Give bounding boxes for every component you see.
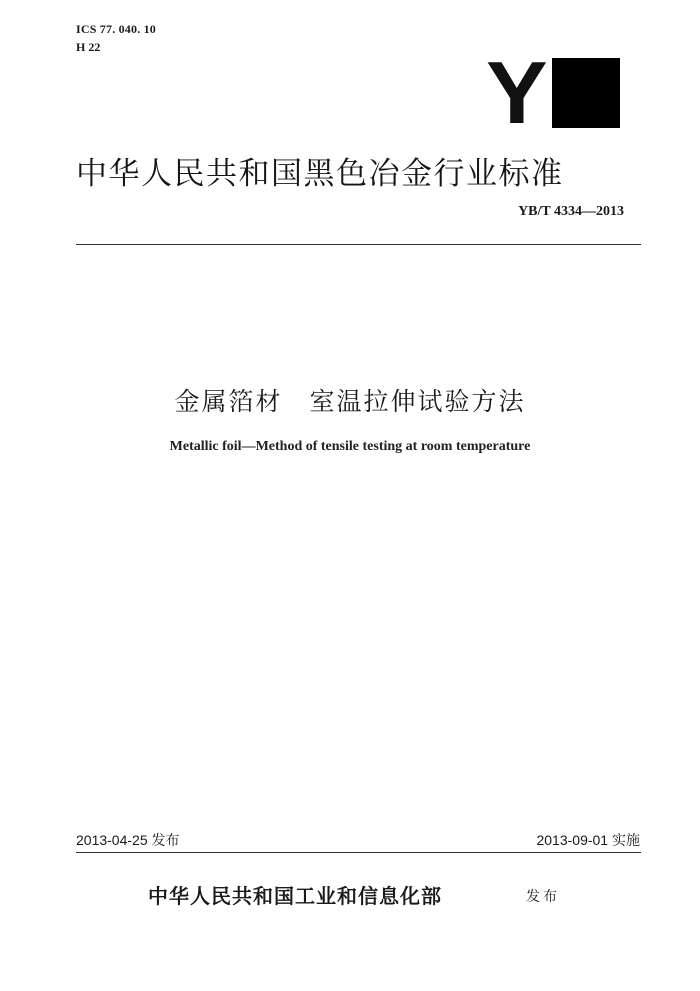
standard-number: YB/T 4334—2013 — [518, 204, 624, 219]
footer-divider — [76, 852, 641, 853]
header-divider — [76, 244, 641, 245]
standard-logo — [486, 43, 620, 142]
document-title-chinese: 金属箔材 室温拉伸试验方法 — [174, 387, 526, 416]
industry-standard-title: 中华人民共和国黑色冶金行业标准 — [76, 156, 564, 192]
issuing-action: 发布 — [526, 889, 560, 905]
issue-date: 2013-04-25 发布 — [76, 832, 180, 848]
logo-redacted-block — [552, 58, 620, 128]
issuing-authority: 中华人民共和国工业和信息化部 — [148, 884, 442, 908]
ccs-code: H 22 — [76, 40, 101, 54]
implementation-date: 2013-09-01 实施 — [536, 832, 640, 848]
ics-code: ICS 77. 040. 10 — [76, 22, 157, 36]
logo-letter: Y — [486, 43, 546, 142]
document-title-english: Metallic foil—Method of tensile testing at room temperature — [169, 439, 531, 454]
